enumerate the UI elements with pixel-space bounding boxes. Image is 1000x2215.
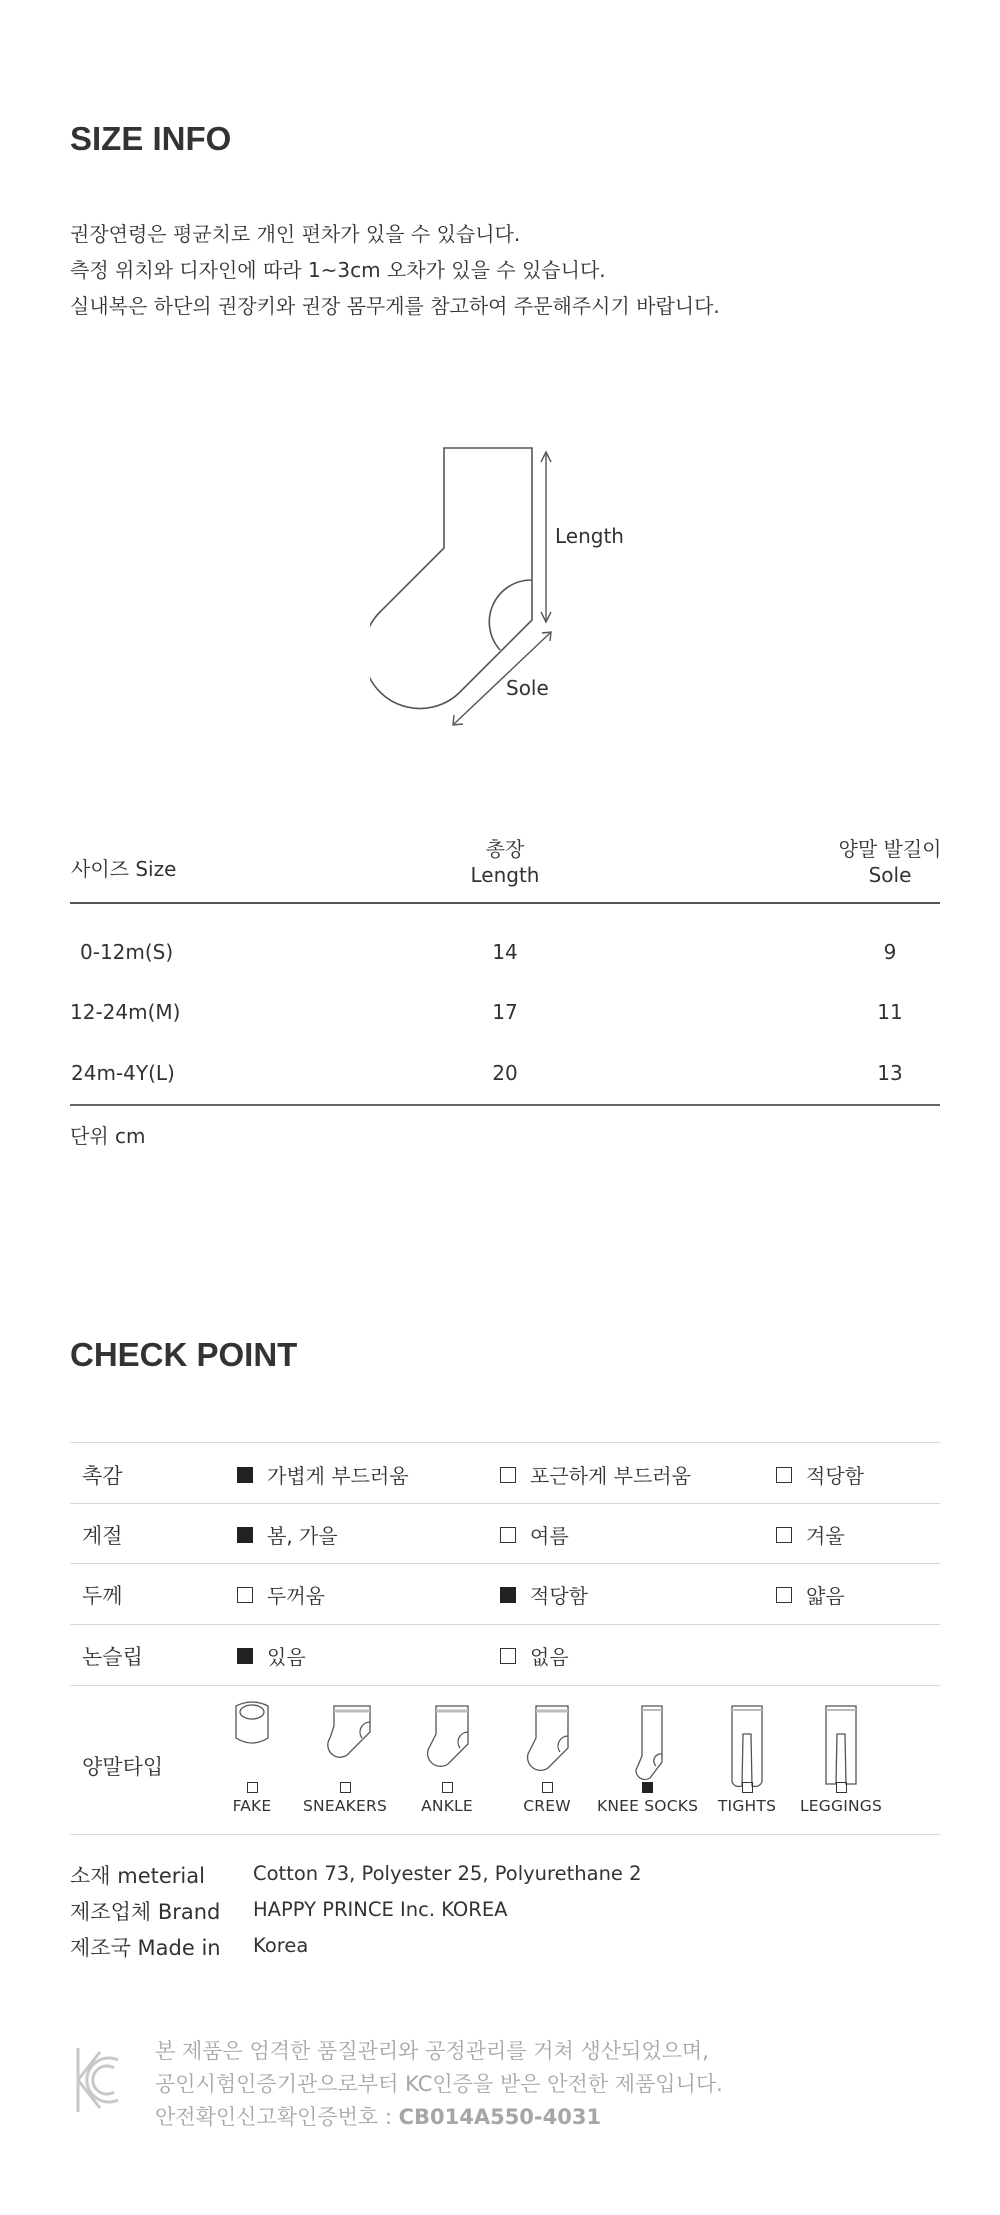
check-label-texture: 촉감 [82,1464,123,1488]
ankle-sock-icon [428,1706,468,1766]
sock-type-label: TIGHTS [717,1797,777,1815]
check-point-title: CHECK POINT [70,1336,298,1373]
sock-type-label: SNEAKERS [303,1797,387,1815]
sock-type-label: FAKE [232,1797,272,1815]
spec-label-brand: 제조업체 Brand [70,1900,221,1924]
checked-box-icon [500,1587,516,1603]
checked-box-icon [237,1527,253,1543]
length-column-header [405,836,605,888]
option-label: 적당함 [530,1584,588,1608]
leggings-icon [826,1706,856,1784]
size-column-header: 사이즈 Size [71,857,177,881]
table-header-rule [70,902,940,904]
option-label: 가볍게 부드러움 [267,1464,409,1488]
sock-type-leggings [791,1782,891,1815]
check-option [237,1580,325,1609]
spec-value-material: Cotton 73, Polyester 25, Polyurethane 2 [253,1862,642,1885]
table-cell-length: 17 [492,1000,518,1024]
size-notes [70,216,720,324]
sock-type-knee-socks [597,1782,697,1815]
check-label-thickness: 두께 [82,1584,123,1608]
sole-header-ko: 양말 발길이 [838,837,942,861]
kc-mark-icon [70,2044,126,2116]
divider [70,1503,940,1504]
kc-line: 공인시험인증기관으로부터 KC인증을 받은 안전한 제품입니다. [155,2072,723,2096]
check-option [500,1460,691,1489]
sock-type-fake [202,1782,302,1815]
kc-statement [155,2035,723,2134]
empty-box-icon [442,1782,453,1793]
length-header-ko: 총장 [485,837,525,861]
option-label: 적당함 [806,1464,864,1488]
knee-sock-icon [636,1706,662,1780]
sock-type-sneakers [295,1782,395,1815]
check-label-sock-type: 양말타입 [82,1755,164,1779]
spec-label-made-in: 제조국 Made in [70,1936,221,1960]
length-header-en: Length [470,863,540,887]
option-label: 포근하게 부드러움 [530,1464,691,1488]
table-cell-size: 12-24m(M) [70,1000,181,1024]
empty-box-icon [237,1587,253,1603]
empty-box-icon [776,1527,792,1543]
tights-icon [732,1706,762,1787]
empty-box-icon [776,1467,792,1483]
sole-label: Sole [506,676,549,700]
option-label: 없음 [530,1645,569,1669]
check-option [237,1460,409,1489]
size-note: 권장연령은 평균치로 개인 편차가 있을 수 있습니다. [70,222,521,246]
check-option [776,1460,864,1489]
sneakers-sock-icon [328,1706,370,1757]
sole-header-en: Sole [868,863,912,887]
size-note: 측정 위치와 디자인에 따라 1~3cm 오차가 있을 수 있습니다. [70,258,606,282]
empty-box-icon [742,1782,753,1793]
checked-box-icon [642,1782,653,1793]
check-label-nonslip: 논슬립 [82,1645,143,1669]
empty-box-icon [500,1648,516,1664]
sock-type-label: KNEE SOCKS [597,1797,699,1815]
divider [70,1834,940,1835]
check-option [237,1520,338,1549]
option-label: 두꺼움 [267,1584,325,1608]
table-cell-size: 24m-4Y(L) [71,1061,175,1085]
sock-type-label: ANKLE [421,1797,473,1815]
sock-type-ankle [397,1782,497,1815]
table-cell-sole: 13 [877,1061,903,1085]
spec-value-brand: HAPPY PRINCE Inc. KOREA [253,1898,508,1921]
sock-type-label: LEGGINGS [799,1797,883,1815]
divider [70,1685,940,1686]
kc-line: 본 제품은 엄격한 품질관리와 공정관리를 거쳐 생산되었으며, [155,2039,709,2063]
sock-type-tights [697,1782,797,1815]
divider [70,1624,940,1625]
empty-box-icon [542,1782,553,1793]
size-note: 실내복은 하단의 권장키와 권장 몸무게를 참고하여 주문해주시기 바랍니다. [70,294,720,318]
option-label: 겨울 [806,1524,845,1548]
length-label: Length [555,524,624,548]
sock-type-crew [497,1782,597,1815]
kc-cert-line [155,2101,723,2134]
empty-box-icon [340,1782,351,1793]
sock-type-label: CREW [523,1797,571,1815]
check-label-season: 계절 [82,1524,123,1548]
check-option [500,1641,569,1670]
checked-box-icon [237,1467,253,1483]
spec-value-made-in: Korea [253,1934,309,1957]
divider [70,1563,940,1564]
divider [70,1442,940,1443]
empty-box-icon [500,1467,516,1483]
table-cell-sole: 9 [883,940,897,964]
size-info-title: SIZE INFO [70,120,232,157]
check-option [776,1520,845,1549]
fake-sock-icon [236,1702,268,1743]
sole-column-header [790,836,990,888]
option-label: 있음 [267,1645,306,1669]
empty-box-icon [776,1587,792,1603]
kc-cert-label: 안전확인신고확인증번호 : [155,2105,399,2129]
table-bottom-rule [70,1104,940,1106]
check-option [776,1580,845,1609]
crew-sock-icon [528,1706,568,1770]
spec-label-material: 소재 meterial [70,1864,205,1888]
option-label: 여름 [530,1524,569,1548]
unit-note: 단위 cm [70,1124,146,1148]
checked-box-icon [237,1648,253,1664]
table-cell-length: 20 [492,1061,518,1085]
check-option [500,1580,588,1609]
table-cell-sole: 11 [877,1000,903,1024]
option-label: 얇음 [806,1584,845,1608]
table-cell-size: 0-12m(S) [80,940,174,964]
check-option [237,1641,306,1670]
empty-box-icon [836,1782,847,1793]
option-label: 봄, 가을 [267,1524,338,1548]
check-option [500,1520,569,1549]
empty-box-icon [500,1527,516,1543]
kc-cert-number: CB014A550-4031 [398,2105,602,2129]
empty-box-icon [247,1782,258,1793]
table-cell-length: 14 [492,940,518,964]
